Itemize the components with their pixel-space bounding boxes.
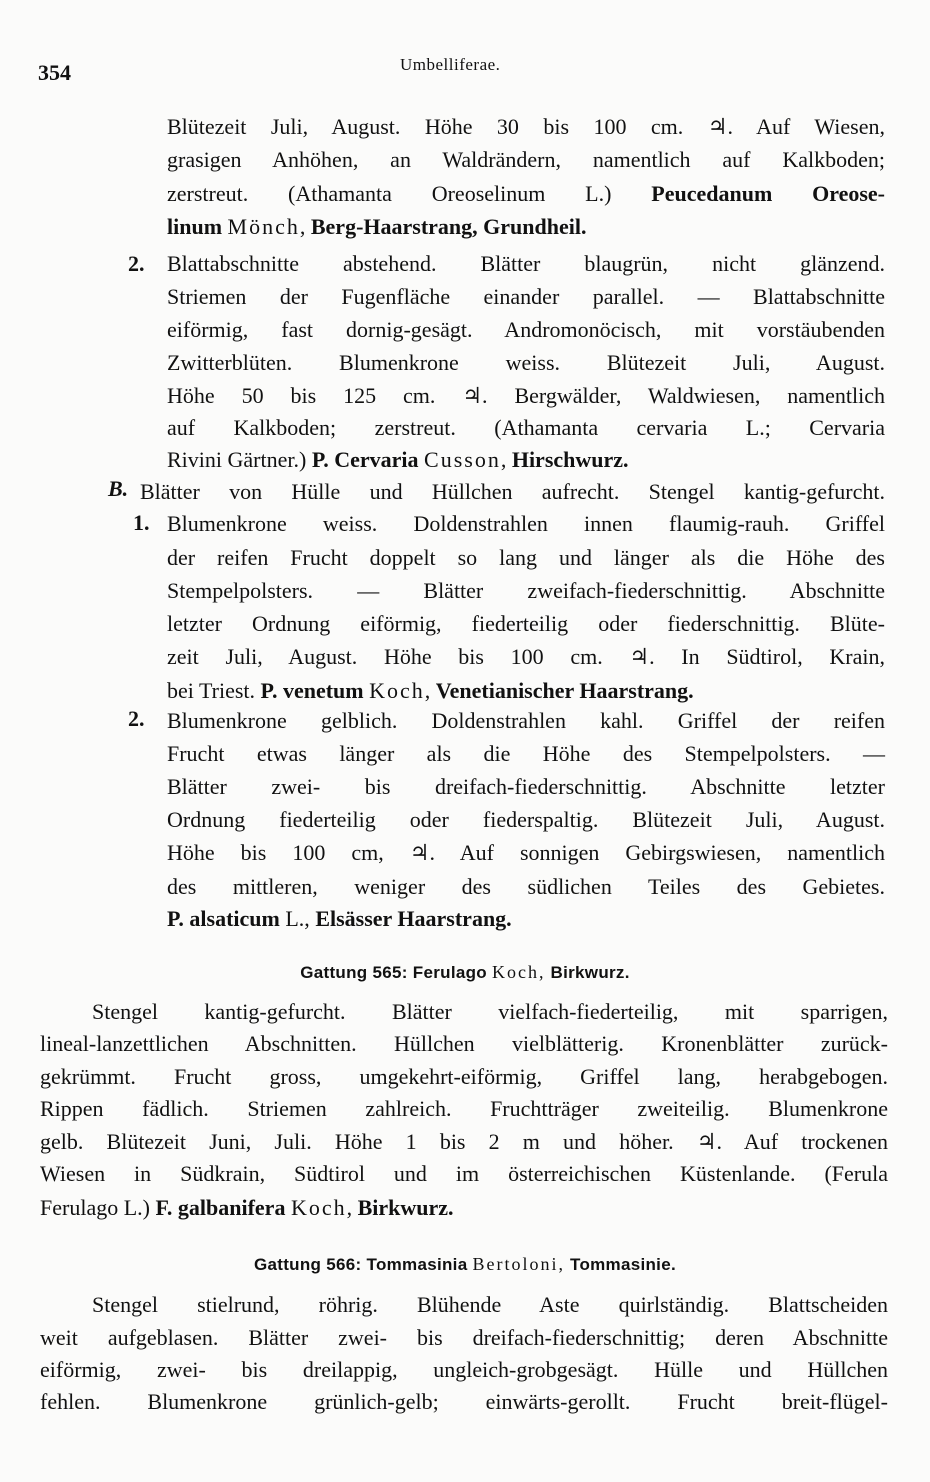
key-label-b: B. — [108, 476, 129, 501]
text-line: Zwitterblüten. Blumenkrone weiss. Blütezeit Juli, August. — [167, 350, 885, 375]
genus-heading-566 — [0, 1254, 930, 1275]
genus-prefix: Gattung 565: — [300, 963, 408, 982]
genus-name: Tommasinia — [366, 1255, 468, 1274]
text-line: Rivini Gärtner.) P. Cervaria Cusson, Hirschwurz. — [167, 447, 629, 472]
text-line: Höhe bis 100 cm, ♃. Auf sonnigen Gebirgswiesen, namentlich — [167, 840, 885, 865]
text-line: weit aufgeblasen. Blätter zwei- bis dreifach-fiederschnittig; deren Abschnitte — [40, 1325, 888, 1350]
text-line: der reifen Frucht doppelt so lang und länger als die Höhe des — [167, 545, 885, 570]
key-label-2a: 2. — [128, 251, 145, 276]
genus-author: Koch, — [492, 962, 546, 982]
text-line: Blattabschnitte abstehend. Blätter blaugrün, nicht glänzend. — [167, 251, 885, 276]
text-line: fehlen. Blumenkrone grünlich-gelb; einwärts-gerollt. Frucht breit-flügel- — [40, 1389, 888, 1414]
text-line: Ordnung fiederteilig oder fiederspaltig. Blütezeit Juli, August. — [167, 807, 885, 832]
text-line: P. alsaticum L., Elsässer Haarstrang. — [167, 906, 512, 931]
text-line: des mittleren, weniger des südlichen Teiles des Gebietes. — [167, 874, 885, 899]
text-line: Stengel stielrund, röhrig. Blühende Aste quirlständig. Blattscheiden — [92, 1292, 888, 1317]
text-line: Blätter zwei- bis dreifach-fiederschnittig. Abschnitte letzter — [167, 774, 885, 799]
text-line: Blumenkrone weiss. Doldenstrahlen innen flaumig-rauh. Griffel — [167, 511, 885, 536]
running-head: Umbelliferae. — [400, 55, 501, 74]
text-line: lineal-lanzettlichen Abschnitten. Hüllchen vielblätterig. Kronenblätter zurück- — [40, 1031, 888, 1056]
text-line: Blumenkrone gelblich. Doldenstrahlen kahl. Griffel der reifen — [167, 708, 885, 733]
text-line: eiförmig, zwei- bis dreilappig, ungleich-grobgesägt. Hülle und Hüllchen — [40, 1357, 888, 1382]
text-line: Höhe 50 bis 125 cm. ♃. Bergwälder, Waldwiesen, namentlich — [167, 383, 885, 408]
text-line: Rippen fädlich. Striemen zahlreich. Fruchtträger zweiteilig. Blumenkrone — [40, 1096, 888, 1121]
text-line: auf Kalkboden; zerstreut. (Athamanta cervaria L.; Cervaria — [167, 415, 885, 440]
genus-author: Bertoloni, — [472, 1254, 565, 1274]
text-line: linum Mönch, Berg-Haarstrang, Grundheil. — [167, 214, 587, 239]
text-line: Blütezeit Juli, August. Höhe 30 bis 100 cm. ♃. Auf Wiesen, — [167, 114, 885, 139]
page-number: 354 — [38, 60, 71, 85]
genus-name: Ferulago — [412, 963, 487, 982]
text-line: bei Triest. P. venetum Koch, Venetianischer Haarstrang. — [167, 678, 694, 703]
text-line: gelb. Blütezeit Juni, Juli. Höhe 1 bis 2 m und höher. ♃. Auf trockenen — [40, 1129, 888, 1154]
genus-prefix: Gattung 566: — [253, 1255, 362, 1274]
text-line: Striemen der Fugenfläche einander parallel. — Blattabschnitte — [167, 284, 885, 309]
text-line: letzter Ordnung eiförmig, fiederteilig oder fiederschnittig. Blüte- — [167, 611, 885, 636]
text-line: grasigen Anhöhen, an Waldrändern, namentlich auf Kalkboden; — [167, 147, 885, 172]
key-label-2b: 2. — [128, 706, 145, 731]
key-label-1: 1. — [133, 510, 150, 535]
text-line: Ferulago L.) F. galbanifera Koch, Birkwurz. — [40, 1195, 454, 1220]
text-line: zeit Juli, August. Höhe bis 100 cm. ♃. In Südtirol, Krain, — [167, 644, 885, 669]
text-line: gekrümmt. Frucht gross, umgekehrt-eiförmig, Griffel lang, herabgebogen. — [40, 1064, 888, 1089]
text-line: Frucht etwas länger als die Höhe des Stempelpolsters. — — [167, 741, 885, 766]
text-line: eiförmig, fast dornig-gesägt. Andromonöcisch, mit vorstäubenden — [167, 317, 885, 342]
genus-common-name: Birkwurz. — [550, 963, 630, 982]
genus-common-name: Tommasinie. — [570, 1255, 676, 1274]
text-line: Wiesen in Südkrain, Südtirol und im österreichischen Küstenlande. (Ferula — [40, 1161, 888, 1186]
text-line: Stempelpolsters. — Blätter zweifach-fiederschnittig. Abschnitte — [167, 578, 885, 603]
text-line: zerstreut. (Athamanta Oreoselinum L.) Peucedanum Oreose- — [167, 181, 885, 206]
genus-heading-565 — [0, 962, 930, 983]
text-line: Stengel kantig-gefurcht. Blätter vielfach-fiederteilig, mit sparrigen, — [92, 999, 888, 1024]
text-line: Blätter von Hülle und Hüllchen aufrecht. Stengel kantig-gefurcht. — [140, 479, 885, 504]
